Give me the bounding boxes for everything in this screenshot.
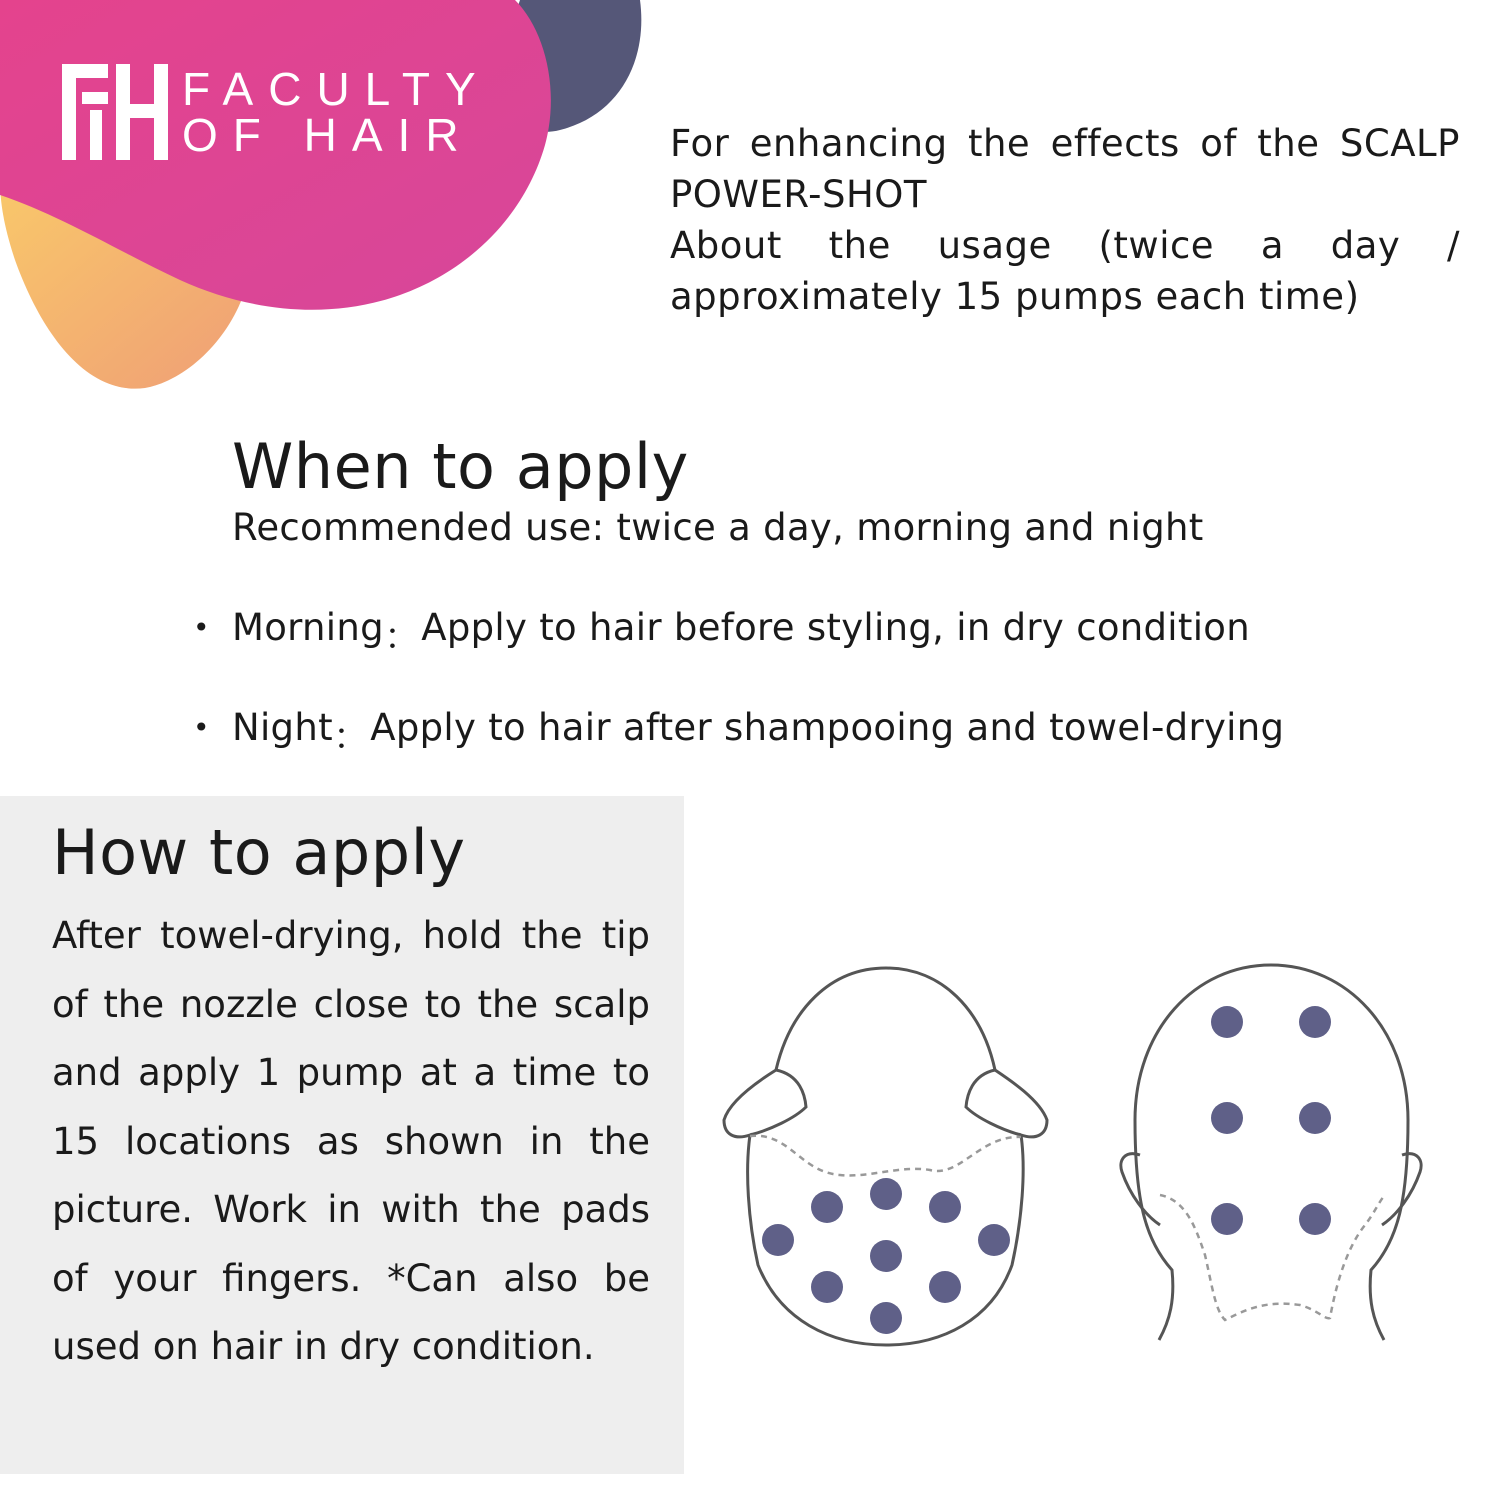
- application-point: [762, 1224, 794, 1256]
- application-point: [1299, 1102, 1331, 1134]
- application-point: [870, 1178, 902, 1210]
- bullet-dot-icon: •: [193, 611, 210, 644]
- back-view-hairline: [1160, 1195, 1385, 1320]
- application-point: [811, 1191, 843, 1223]
- morning-separator: ：: [383, 615, 422, 658]
- application-point: [870, 1302, 902, 1334]
- night-text: Apply to hair after shampooing and towel-drying: [370, 706, 1285, 749]
- morning-text: Apply to hair before styling, in dry condition: [421, 606, 1250, 649]
- how-to-apply-text: After towel-drying, hold the tip of the nozzle close to the scalp and apply 1 pump at a time to 15 locations as shown in the picture. Work in with the pads of your fingers. *Can also be used on hair in dry condition.: [52, 914, 650, 1368]
- application-point: [811, 1271, 843, 1303]
- application-point: [1299, 1006, 1331, 1038]
- top-view-hairline: [750, 1136, 1021, 1176]
- when-to-apply-heading: When to apply: [232, 430, 689, 503]
- application-point: [1211, 1203, 1243, 1235]
- logo-line-1: FACULTY: [182, 63, 491, 115]
- top-view-application-points: [762, 1178, 1010, 1334]
- application-point: [978, 1224, 1010, 1256]
- application-point: [1211, 1102, 1243, 1134]
- intro-line-2: About the usage (twice a day / approximately 15 pumps each time): [670, 224, 1460, 318]
- intro-text: [670, 118, 1460, 322]
- head-top-view-illustration: [724, 968, 1047, 1345]
- night-separator: ：: [332, 715, 371, 758]
- fh-monogram-icon: [62, 64, 168, 160]
- application-point: [870, 1240, 902, 1272]
- night-label: Night: [232, 706, 333, 749]
- bullet-dot-icon: •: [193, 711, 210, 744]
- application-point: [929, 1191, 961, 1223]
- application-point: [1211, 1006, 1243, 1038]
- morning-bullet: [193, 606, 1250, 660]
- back-view-application-points: [1211, 1006, 1331, 1235]
- application-points-diagram: [700, 940, 1480, 1360]
- logo-line-2: OF HAIR: [182, 109, 474, 161]
- application-point: [929, 1271, 961, 1303]
- morning-label: Morning: [232, 606, 384, 649]
- head-back-view-illustration: [1121, 965, 1421, 1340]
- how-to-apply-heading: How to apply: [52, 816, 466, 889]
- night-bullet: [193, 706, 1284, 760]
- application-point: [1299, 1203, 1331, 1235]
- faculty-of-hair-logo: [62, 64, 491, 160]
- recommended-use-text: Recommended use: twice a day, morning and night: [232, 506, 1204, 549]
- logo-wordmark: [182, 63, 491, 161]
- intro-line-1: For enhancing the effects of the SCALP POWER-SHOT: [670, 122, 1460, 216]
